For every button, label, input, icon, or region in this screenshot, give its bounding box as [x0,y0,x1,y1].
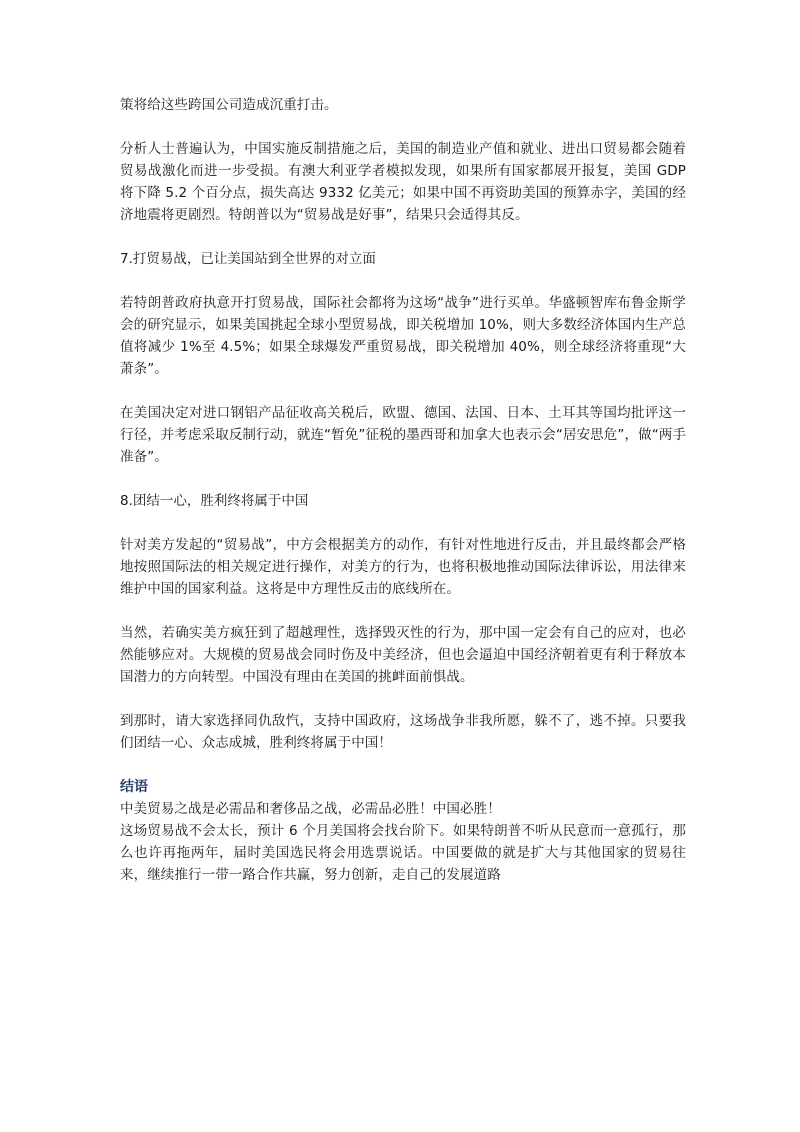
paragraph-intro-fragment: 策将给这些跨国公司造成沉重打击。 [120,97,338,113]
document-page [120,94,686,886]
paragraph-international-reaction: 在美国决定对进口钢铝产品征收高关税后，欧盟、德国、法国、日本、土耳其等国均批评这一行径，并考虑采取反制行动，就连“暂免”征税的墨西哥和加拿大也表示会“居安思危”，做“两手准备”。 [120,405,686,465]
section-heading-8: 8.团结一心，胜利终将属于中国 [120,493,309,509]
paragraph-gap [120,226,686,248]
paragraph-gap [120,270,686,292]
paragraph-analysis: 分析人士普遍认为，中国实施反制措施之后，美国的制造业产值和就业、进出口贸易都会随着贸易战激化而进一步受损。有澳大利亚学者模拟发现，如果所有国家都展开报复，美国 GDP 将下降 5.2 个百分点，损失高达 9332 亿美元；如果中国不再资助美国的预算赤字，美国的经济地震将更剧烈。特朗普以为“贸易战是好事”，结果只会适得其反。 [120,141,686,223]
paragraph-brookings: 若特朗普政府执意开打贸易战，国际社会都将为这场“战争”进行买单。华盛顿智库布鲁金斯学会的研究显示，如果美国挑起全球小型贸易战，即关税增加 10%，则大多数经济体国内生产总值将减少 1%至 4.5%；如果全球爆发严重贸易战，即关税增加 40%，则全球经济将重现“大萧条”。 [120,295,686,377]
conclusion-line-2: 这场贸易战不会太长，预计 6 个月美国将会找台阶下。如果特朗普不听从民意而一意孤行，那么也许再拖两年，届时美国选民将会用选票说话。中国要做的就是扩大与其他国家的贸易往来，继续推行一带一路合作共赢，努力创新，走自己的发展道路 [120,823,686,883]
paragraph-gap [120,512,686,534]
conclusion-line-1: 中美贸易之战是必需品和奢侈品之战，必需品必胜！中国必胜！ [120,801,501,817]
conclusion-title: 结语 [120,779,148,795]
paragraph-gap [120,600,686,622]
paragraph-gap [120,116,686,138]
paragraph-gap [120,380,686,402]
section-heading-7: 7.打贸易战，已让美国站到全世界的对立面 [120,251,376,267]
paragraph-gap [120,754,686,776]
paragraph-gap [120,468,686,490]
paragraph-unity: 到那时，请大家选择同仇敌忾，支持中国政府，这场战争非我所愿，躲不了，逃不掉。只要我们团结一心、众志成城，胜利终将属于中国！ [120,713,686,751]
paragraph-response: 当然，若确实美方疯狂到了超越理性，选择毁灭性的行为，那中国一定会有自己的应对，也必然能够应对。大规模的贸易战会同时伤及中美经济，但也会逼迫中国经济朝着更有利于释放本国潜力的方向转型。中国没有理由在美国的挑衅面前惧战。 [120,625,686,685]
paragraph-countermeasures: 针对美方发起的“贸易战”，中方会根据美方的动作，有针对性地进行反击，并且最终都会严格地按照国际法的相关规定进行操作，对美方的行为，也将积极地推动国际法律诉讼，用法律来维护中国的国家利益。这将是中方理性反击的底线所在。 [120,537,686,597]
paragraph-gap [120,688,686,710]
